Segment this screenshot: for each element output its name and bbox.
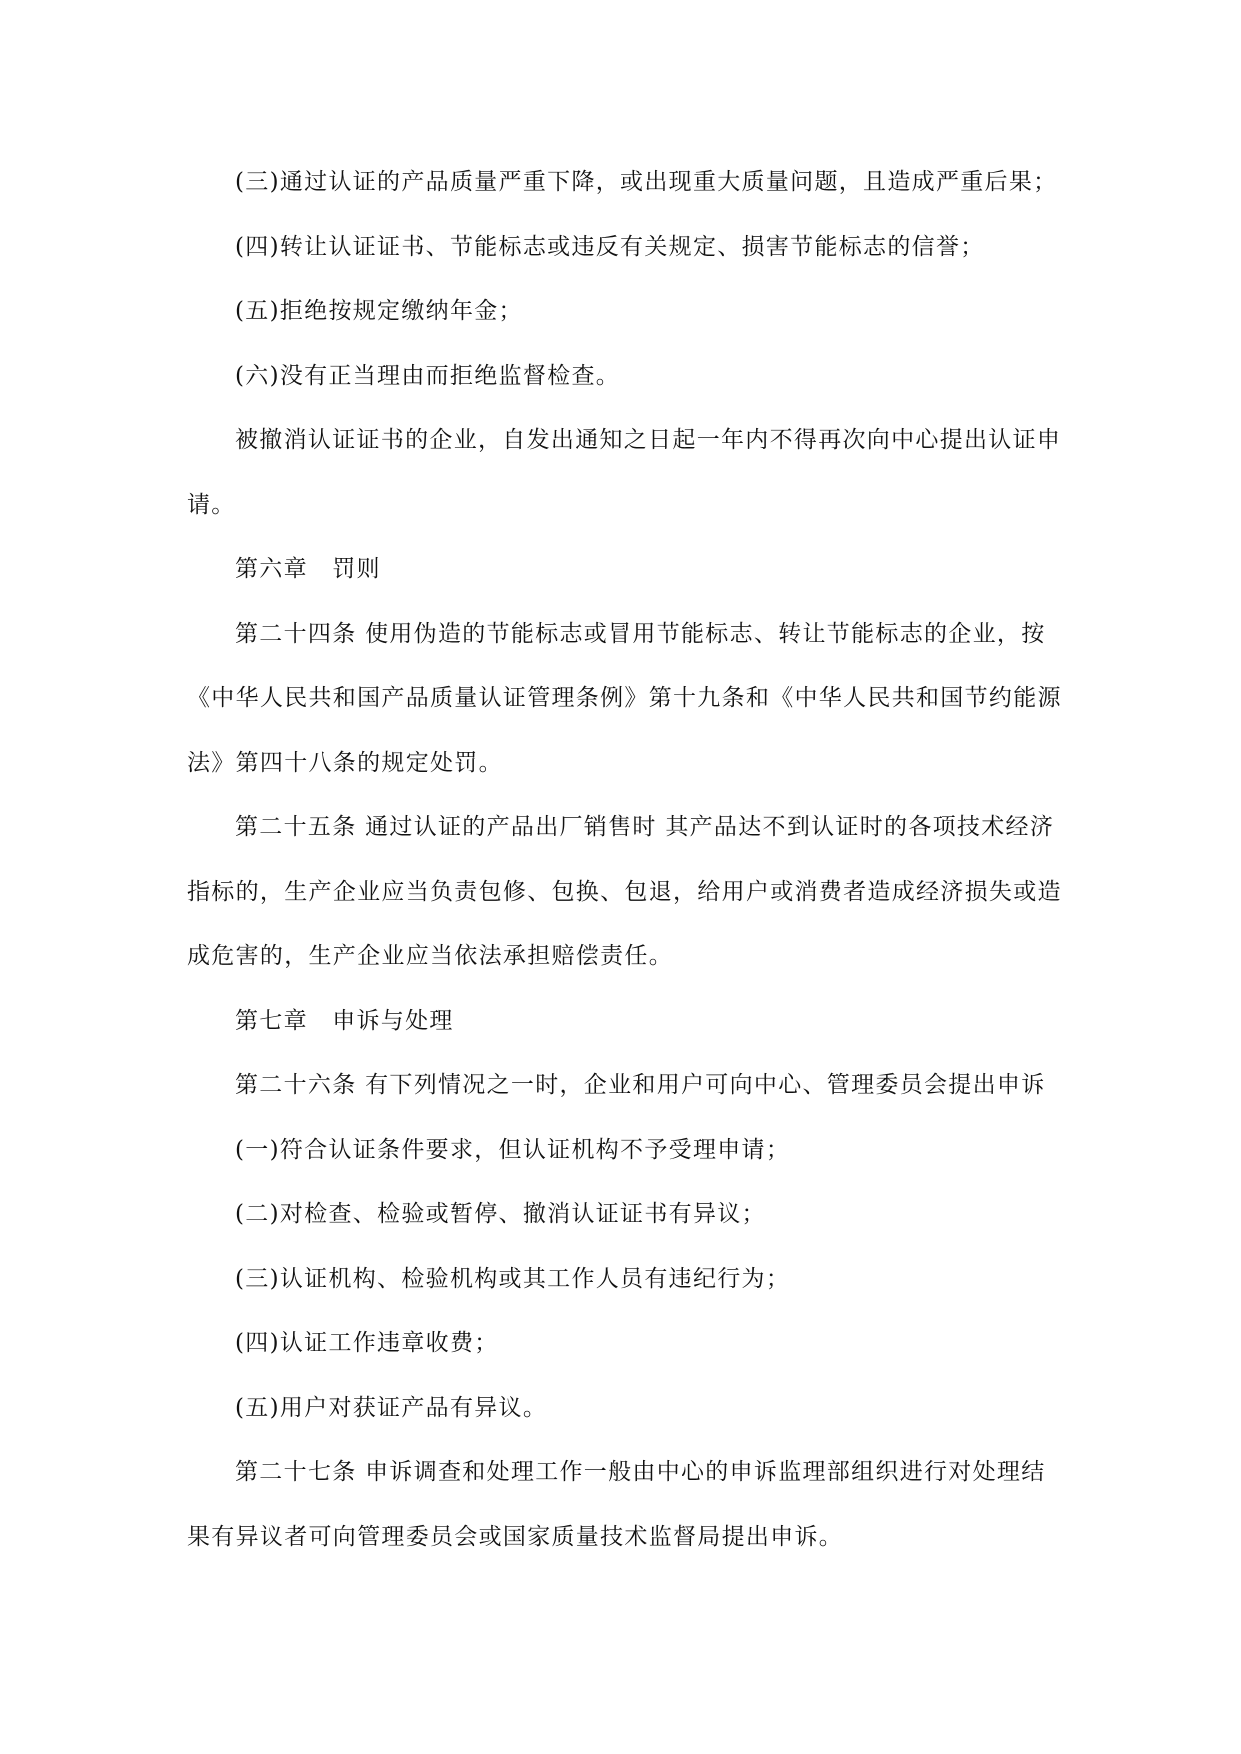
clause-item-4-line: (四)转让认证证书、节能标志或违反有关规定、损害节能标志的信誉；: [235, 233, 985, 260]
clause-item-1-line: (一)符合认证条件要求，但认证机构不予受理申请；: [235, 1136, 791, 1163]
article-27-line: 第二十七条 申诉调查和处理工作一般由中心的申诉监理部组织进行对处理结: [235, 1459, 1046, 1485]
clause-item-5-line: (五)拒绝按规定缴纳年金；: [235, 298, 523, 324]
paragraph-line: 请。: [187, 491, 236, 518]
article-24-line: 法》第四十八条的规定处罚。: [187, 749, 503, 776]
article-24-line: 第二十四条 使用伪造的节能标志或冒用节能标志、转让节能标志的企业，按: [235, 620, 1046, 647]
article-27-line: 果有异议者可向管理委员会或国家质量技术监督局提出申诉。: [187, 1523, 844, 1550]
clause-item-4-line: (四)认证工作违章收费；: [235, 1330, 499, 1356]
article-25-line: 指标的，生产企业应当负责包修、包换、包退，给用户或消费者造成经济损失或造: [187, 878, 1062, 905]
article-25-line: 成危害的，生产企业应当依法承担赔偿责任。: [187, 943, 673, 969]
article-25-line: 第二十五条 通过认证的产品出厂销售时 其产品达不到认证时的各项技术经济: [235, 814, 1055, 840]
article-24-line: 《中华人民共和国产品质量认证管理条例》第十九条和《中华人民共和国节约能源: [187, 685, 1062, 711]
chapter-heading: 第七章 申诉与处理: [235, 1007, 454, 1034]
article-26-line: 第二十六条 有下列情况之一时，企业和用户可向中心、管理委员会提出申诉: [235, 1072, 1046, 1098]
clause-item-3-line: (三)认证机构、检验机构或其工作人员有违纪行为；: [235, 1265, 791, 1292]
clause-item-3-line: (三)通过认证的产品质量严重下降，或出现重大质量问题，且造成严重后果；: [235, 169, 1058, 195]
document-body: [187, 150, 1077, 1569]
chapter-heading: 第六章 罚则: [235, 556, 381, 582]
clause-item-5-line: (五)用户对获证产品有异议。: [235, 1394, 548, 1421]
clause-item-2-line: (二)对检查、检验或暂停、撤消认证证书有异议；: [235, 1201, 766, 1227]
clause-item-6-line: (六)没有正当理由而拒绝监督检查。: [235, 362, 621, 389]
paragraph-line: 被撤消认证证书的企业，自发出通知之日起一年内不得再次向中心提出认证申: [235, 427, 1062, 453]
